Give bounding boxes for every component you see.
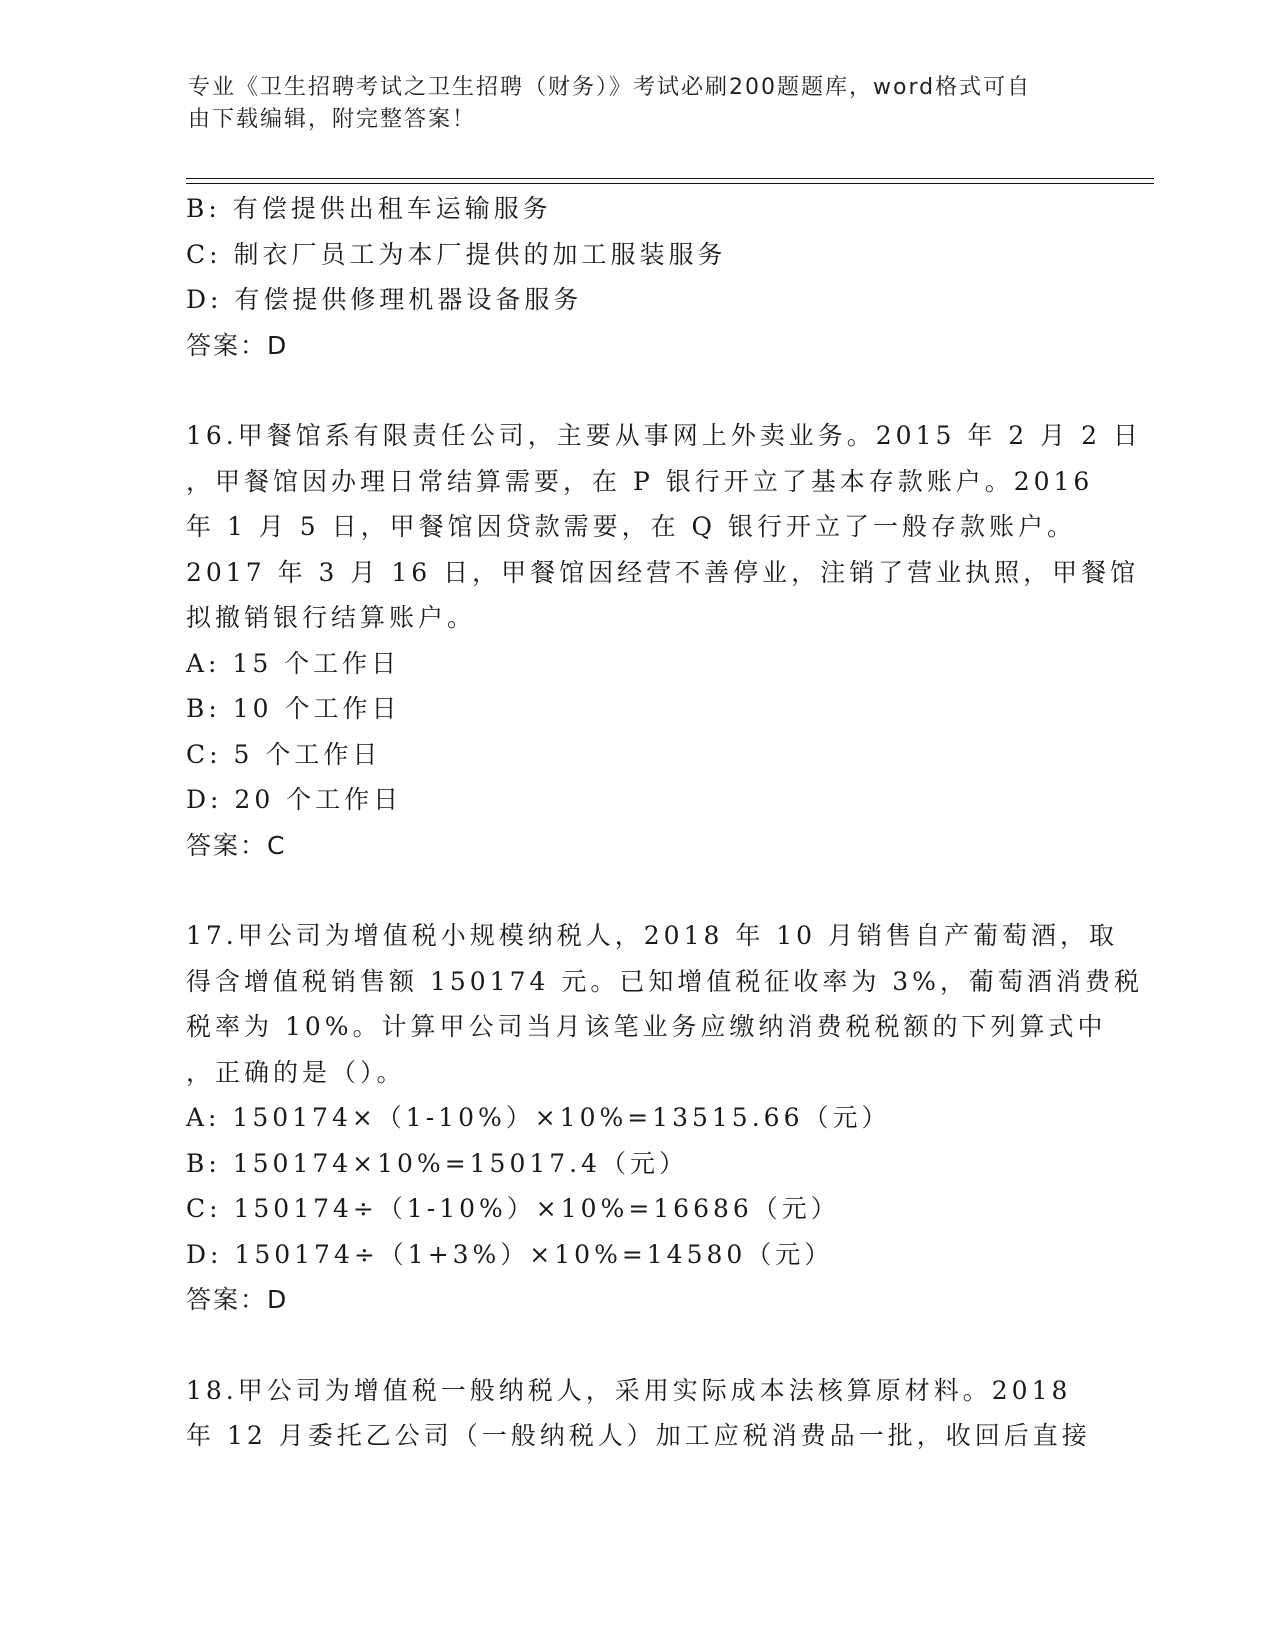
answer-line: 答案：D (186, 1285, 289, 1314)
question-stem-line: 年 12 月委托乙公司（一般纳税人）加工应税消费品一批，收回后直接 (186, 1421, 1091, 1450)
question-15 (186, 186, 1086, 368)
header-divider-bottom (186, 183, 1154, 184)
document-body (186, 186, 1143, 1459)
question-stem-line: ，正确的是（）。 (186, 1057, 406, 1087)
document-header (188, 72, 1068, 136)
option-d: D: 有偿提供修理机器设备服务 (186, 285, 583, 314)
question-stem-line: 2017 年 3 月 16 日，甲餐馆因经营不善停业，注销了营业执照，甲餐馆 (186, 557, 1140, 587)
question-stem-line: 16.甲餐馆系有限责任公司，主要从事网上外卖业务。2015 年 2 月 2 日 (186, 421, 1142, 450)
option-b: B: 10 个工作日 (186, 694, 401, 723)
spacer (186, 868, 1086, 913)
question-16 (186, 413, 1142, 868)
option-c: C: 制衣厂员工为本厂提供的加工服装服务 (186, 239, 727, 269)
answer-line: 答案：C (186, 830, 287, 860)
spacer (186, 1323, 1086, 1368)
spacer (186, 368, 1086, 413)
option-d: D: 20 个工作日 (186, 785, 403, 814)
option-b: B: 150174×10%=15017.4（元） (186, 1148, 689, 1178)
header-line-1: 专业《卫生招聘考试之卫生招聘（财务）》考试必刷200题题库，word格式可自 (188, 75, 1032, 100)
option-a: A: 15 个工作日 (186, 648, 401, 678)
option-c: C: 150174÷（1-10%）×10%=16686（元） (186, 1194, 840, 1223)
option-a: A: 150174×（1-10%）×10%=13515.66（元） (186, 1103, 891, 1132)
option-d: D: 150174÷（1+3%）×10%=14580（元） (186, 1239, 834, 1269)
question-stem-line: 拟撤销银行结算账户。 (186, 603, 477, 632)
question-stem-line: 年 1 月 5 日，甲餐馆因贷款需要，在 Q 银行开立了一般存款账户。 (186, 512, 1076, 541)
answer-line: 答案：D (186, 330, 289, 360)
option-b: B: 有偿提供出租车运输服务 (186, 194, 552, 223)
question-stem-line: 18.甲公司为增值税一般纳税人，采用实际成本法核算原材料。2018 (186, 1375, 1072, 1405)
question-stem-line: 17.甲公司为增值税小规模纳税人，2018 年 10 月销售自产葡萄酒，取 (186, 921, 1119, 950)
question-stem-line: 得含增值税销售额 150174 元。已知增值税征收率为 3%，葡萄酒消费税 (186, 966, 1143, 996)
question-17 (186, 913, 1143, 1323)
header-line-2: 由下载编辑，附完整答案！ (188, 107, 477, 132)
header-divider-top (186, 178, 1154, 179)
question-stem-line: ，甲餐馆因办理日常结算需要，在 P 银行开立了基本存款账户。2016 (186, 466, 1094, 496)
question-18 (186, 1368, 1091, 1459)
question-stem-line: 税率为 10%。计算甲公司当月该笔业务应缴纳消费税税额的下列算式中 (186, 1012, 1107, 1041)
option-c: C: 5 个工作日 (186, 739, 382, 769)
